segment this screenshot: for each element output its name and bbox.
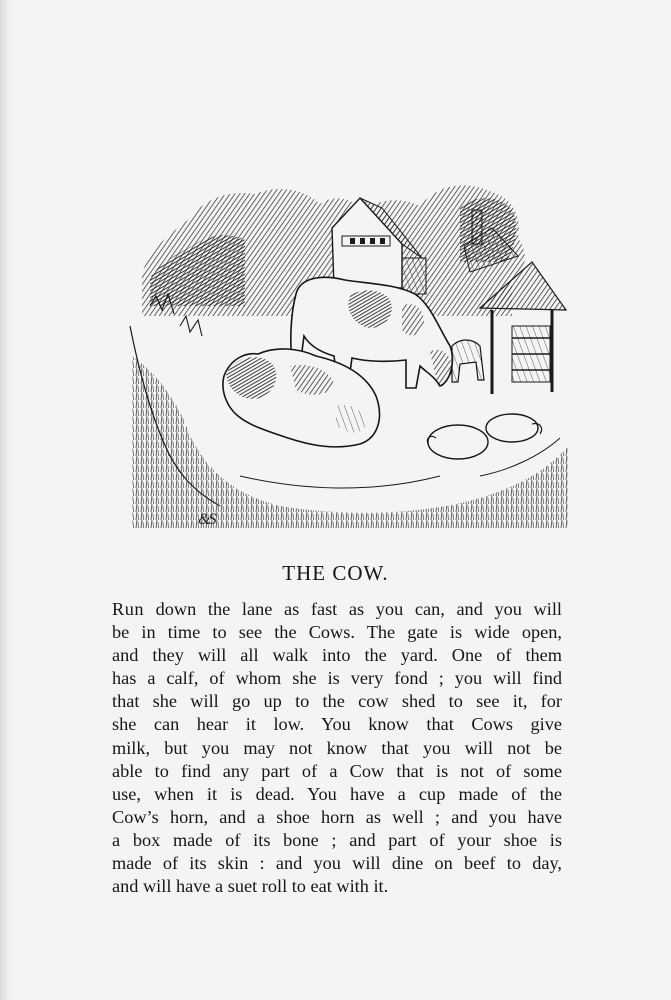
paragraph-line: and will have a suet roll to eat with it. [112, 876, 389, 897]
paragraph-line: she can hear it low. You know that Cows give [112, 714, 562, 735]
chapter-title: THE COW. [282, 561, 389, 585]
paragraph-line: use, when it is dead. You have a cup made of the [112, 783, 562, 804]
cow-engraving-illustration [120, 176, 575, 528]
engraver-monogram: &S [198, 511, 215, 528]
story-paragraph [112, 598, 562, 898]
paragraph-line: Cow’s horn, and a shoe horn as well ; and you have [112, 806, 562, 827]
paragraph-line-text: down the lane as fast as you can, and you will [143, 599, 562, 619]
page-edge-shadow [0, 0, 14, 1000]
paragraph-line: able to find any part of a Cow that is not of some [112, 760, 562, 781]
paragraph-line: a box made of its bone ; and part of your shoe is [112, 829, 562, 850]
lead-word: Run [112, 599, 144, 619]
paragraph-line: made of its skin : and you will dine on beef to day, [112, 853, 562, 874]
pigs [427, 414, 541, 459]
paragraph-line: has a calf, of whom she is very fond ; you will find [112, 668, 562, 689]
lying-cow [223, 349, 380, 447]
paragraph-line: and they will all walk into the yard. One of them [112, 645, 562, 666]
calf [452, 340, 484, 382]
paragraph-line: milk, but you may not know that you will not be [112, 737, 562, 758]
paragraph-line: be in time to see the Cows. The gate is wide open, [112, 622, 562, 643]
paragraph-line [112, 598, 562, 621]
paragraph-line: that she will go up to the cow shed to see it, for [112, 691, 562, 712]
